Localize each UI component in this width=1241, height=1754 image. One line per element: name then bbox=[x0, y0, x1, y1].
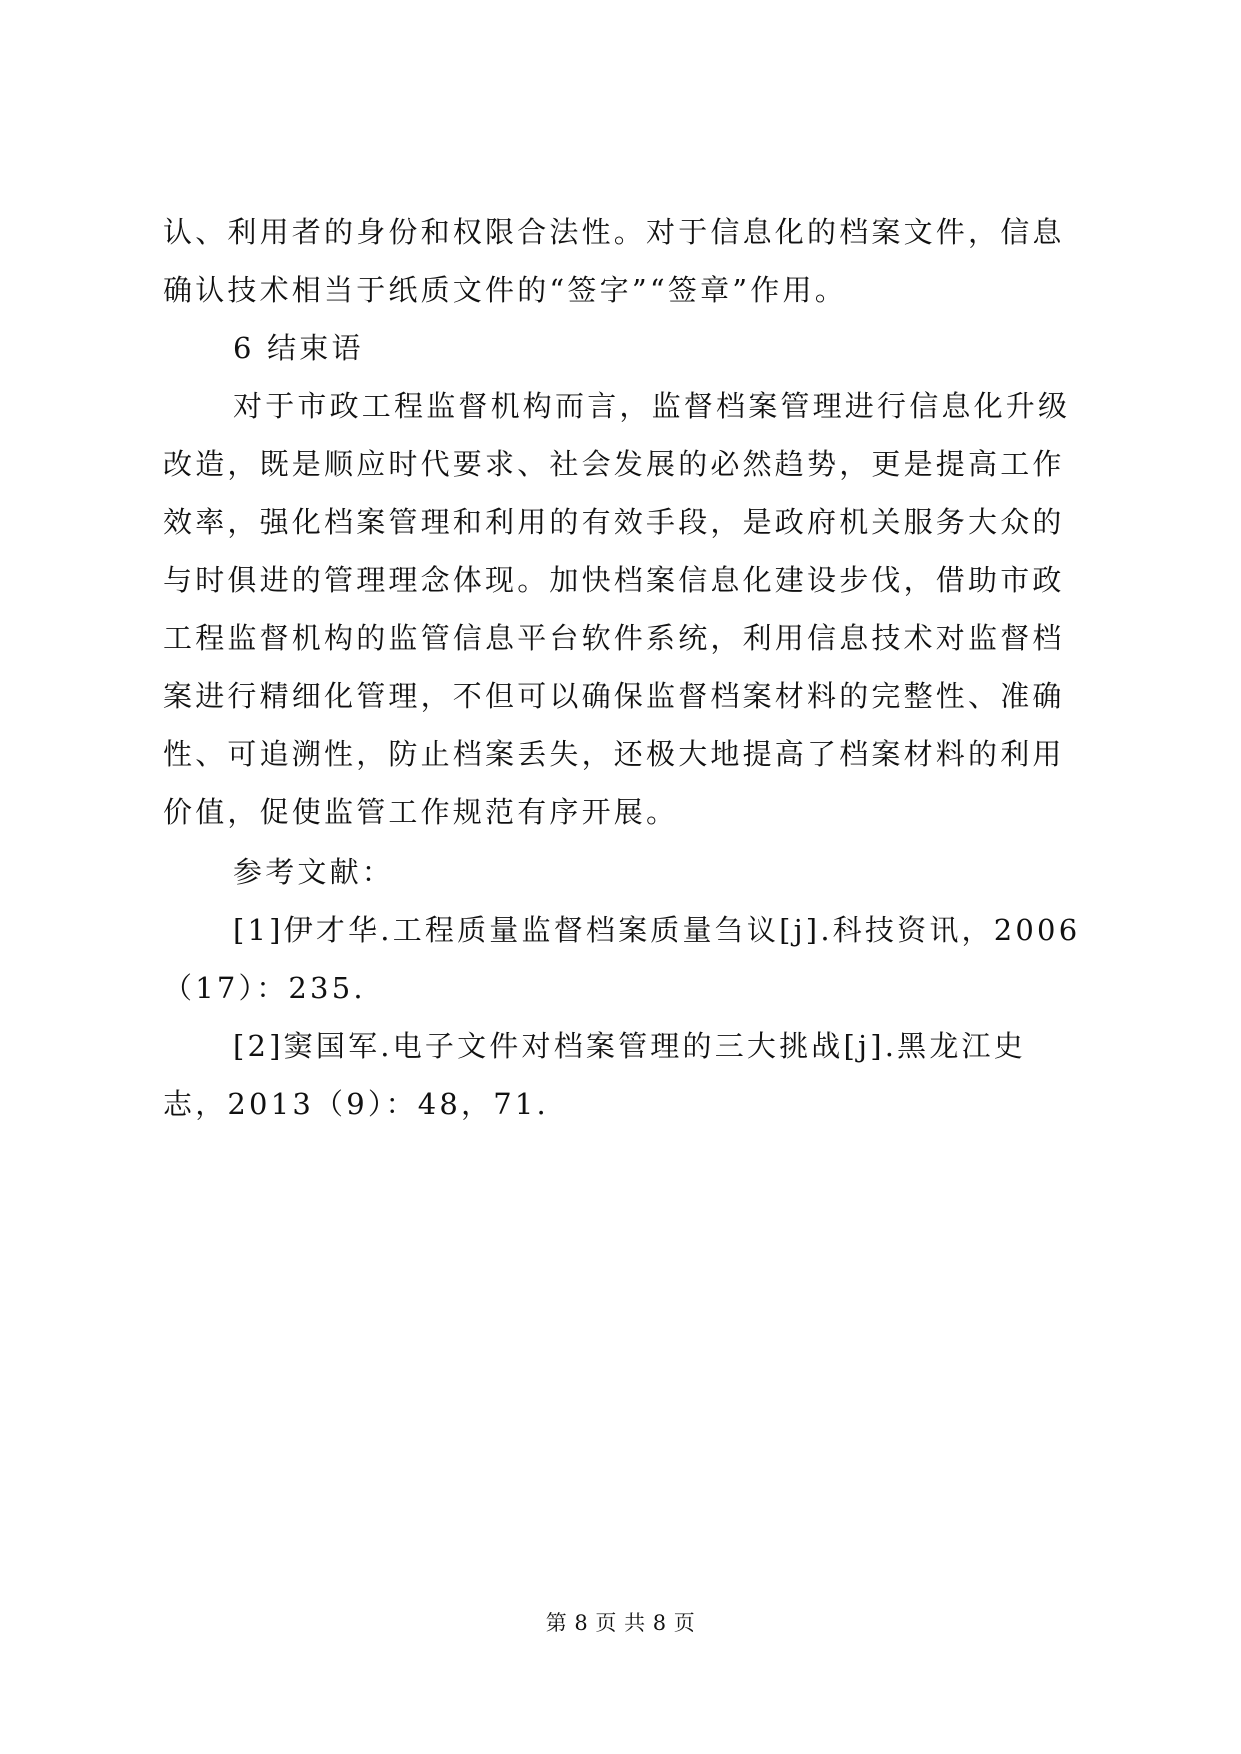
paragraph-line: 与时俱进的管理理念体现。加快档案信息化建设步伐，借助市政 bbox=[163, 563, 1065, 597]
reference-item-1-continued: （17）：235. bbox=[163, 971, 366, 1005]
references-heading: 参考文献： bbox=[233, 855, 395, 889]
paragraph-line: 价值，促使监管工作规范有序开展。 bbox=[163, 795, 679, 829]
reference-item-2: [2]窦国军.电子文件对档案管理的三大挑战[j].黑龙江史 bbox=[233, 1029, 1026, 1063]
reference-item-2-continued: 志，2013（9）：48，71. bbox=[163, 1087, 549, 1121]
paragraph-line: 效率，强化档案管理和利用的有效手段，是政府机关服务大众的 bbox=[163, 505, 1065, 539]
paragraph-line: 对于市政工程监督机构而言，监督档案管理进行信息化升级 bbox=[233, 389, 1071, 423]
paragraph-line: 认、利用者的身份和权限合法性。对于信息化的档案文件，信息 bbox=[163, 215, 1065, 249]
paragraph-line: 案进行精细化管理，不但可以确保监督档案材料的完整性、准确 bbox=[163, 679, 1065, 713]
reference-item-1: [1]伊才华.工程质量监督档案质量刍议[j].科技资讯，2006 bbox=[233, 913, 1081, 947]
paragraph-line: 改造，既是顺应时代要求、社会发展的必然趋势，更是提高工作 bbox=[163, 447, 1065, 481]
paragraph-line: 确认技术相当于纸质文件的“签字”“签章”作用。 bbox=[163, 273, 847, 307]
paragraph-line: 工程监督机构的监管信息平台软件系统，利用信息技术对监督档 bbox=[163, 621, 1065, 655]
section-heading: 6 结束语 bbox=[233, 331, 364, 365]
paragraph-line: 性、可追溯性，防止档案丢失，还极大地提高了档案材料的利用 bbox=[163, 737, 1065, 771]
page-footer: 第 8 页 共 8 页 bbox=[545, 1611, 696, 1635]
